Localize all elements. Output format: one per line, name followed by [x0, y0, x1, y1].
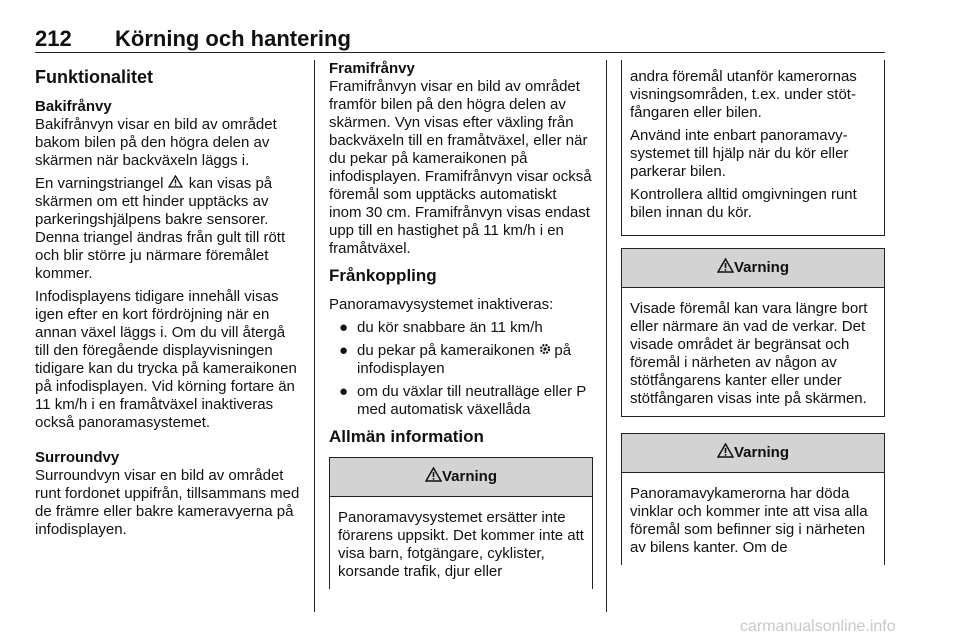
column-3: [621, 60, 885, 565]
text-span: kan visas på skärmen om ett hinder upptäcks av parkeringshjälpens bakre sensorer. Denna triangel ändras från gult till rött och blir större ju närmare föremålet kommer.: [35, 175, 286, 282]
paragraph-surround-view: Surroundvyn visar en bild av området runt fordonet uppifrån, tillsammans med de främre eller bakre kameravyerna på infodisplayen.: [35, 467, 300, 538]
column-divider-1: [314, 60, 315, 612]
warning-label: Varning: [441, 468, 497, 485]
section-heading-functionality: Funktionalitet: [35, 67, 153, 87]
paragraph-rear-view-2: [35, 175, 303, 283]
warning-header: [622, 249, 884, 288]
camera-gear-icon: [539, 343, 555, 358]
subheading-front-view: Framifrånvy: [329, 60, 415, 77]
section-heading-general-info: Allmän information: [329, 427, 484, 446]
bullet-icon: ●: [339, 383, 349, 400]
header-divider: [35, 52, 885, 53]
paragraph-rear-view-1: Bakifrånvyn visar en bild av området bakom bilen på den högra delen av skärmen när backväxeln läggs i.: [35, 116, 277, 169]
column-1: [35, 60, 303, 544]
column-2: [329, 60, 593, 589]
deactivation-list: [329, 319, 593, 419]
column-divider-2: [606, 60, 607, 612]
list-item: [329, 383, 593, 419]
warning-continuation-2: Använd inte enbart panoramavysystemet till hjälp när du kör eller parkerar bilen.: [630, 127, 849, 180]
warning-label: Varning: [733, 444, 789, 461]
subheading-rear-view: Bakifrånvy: [35, 98, 112, 115]
text-span: En varningstriangel: [35, 175, 164, 192]
list-item-text: du pekar på kameraikonen: [357, 342, 535, 359]
warning-box-continuation: [621, 60, 885, 236]
warning-text: Visade föremål kan vara längre bort eller närmare än vad de verkar. Det visade området är begränsat och föremål i närheten av någon av stötfångarens kanter eller under stötfångaren visas inte på skärmen.: [630, 300, 868, 407]
bullet-icon: ●: [339, 319, 349, 336]
warning-box: [621, 248, 885, 417]
page-number: 212: [35, 26, 72, 51]
warning-continuation-1: andra föremål utanför kamerornas visningsområden, t.ex. under stötfångaren eller bilen.: [630, 68, 857, 121]
page-header: [35, 26, 885, 52]
warning-triangle-icon: [717, 258, 734, 278]
warning-continuation-3: Kontrollera alltid omgivningen runt bilen innan du kör.: [630, 186, 857, 221]
page-title: Körning och hantering: [115, 26, 351, 51]
subheading-surround-view: Surroundvy: [35, 449, 120, 466]
watermark-text: carmanualsonline.info: [740, 618, 896, 635]
section-heading-deactivation: Frånkoppling: [329, 266, 437, 285]
warning-triangle-icon: [168, 175, 183, 193]
list-item: [329, 342, 593, 378]
warning-label: Varning: [733, 259, 789, 276]
bullet-icon: ●: [339, 342, 349, 359]
paragraph-rear-view-3: Infodisplayens tidigare innehåll visas igen efter en kort fördröjning när en annan växel läggs i. Om du vill återgå till den föregående displayvisningen tidigare kan du trycka på kameraikonen på infodisplayen. Vid körning fortare än 11 km/h i en framåtväxel inaktiveras också panoramasystemet.: [35, 288, 297, 431]
list-item-text: om du växlar till neutralläge eller P med automatisk växellåda: [357, 383, 587, 418]
warning-box: [621, 433, 885, 565]
warning-box: [329, 457, 593, 589]
paragraph-front-view: Framifrånvyn visar en bild av området framför bilen på den högra delen av skärmen. Vyn visas efter växling från backväxeln till en framåtväxel, eller när du pekar på kameraikonen på infodisplayen. Framifrånvyn visar också föremål som upptäcks automatiskt inom 30 cm. Framifrånvyn visas endast upp till en hastighet på 11 km/h i en framåtväxel.: [329, 78, 592, 257]
warning-header: [622, 434, 884, 473]
list-item-text: på infodisplayen: [357, 342, 572, 377]
warning-triangle-icon: [717, 443, 734, 463]
warning-text: Panoramavykamerorna har döda vinklar och kommer inte att visa alla föremål som befinner sig i närheten av bilens kanter. Om de: [630, 485, 868, 556]
warning-body: [330, 497, 592, 589]
warning-body: [622, 288, 884, 416]
warning-header: [330, 458, 592, 497]
warning-body: [622, 473, 884, 565]
list-item-text: du kör snabbare än 11 km/h: [357, 319, 543, 336]
warning-triangle-icon: [425, 467, 442, 487]
paragraph-deactivation-intro: Panoramavysystemet inaktiveras:: [329, 296, 554, 313]
list-item: [329, 319, 593, 337]
warning-text: Panoramavysystemet ersätter inte förarens uppsikt. Det kommer inte att visa barn, fotgängare, cyklister, korsande trafik, djur eller: [338, 509, 584, 580]
